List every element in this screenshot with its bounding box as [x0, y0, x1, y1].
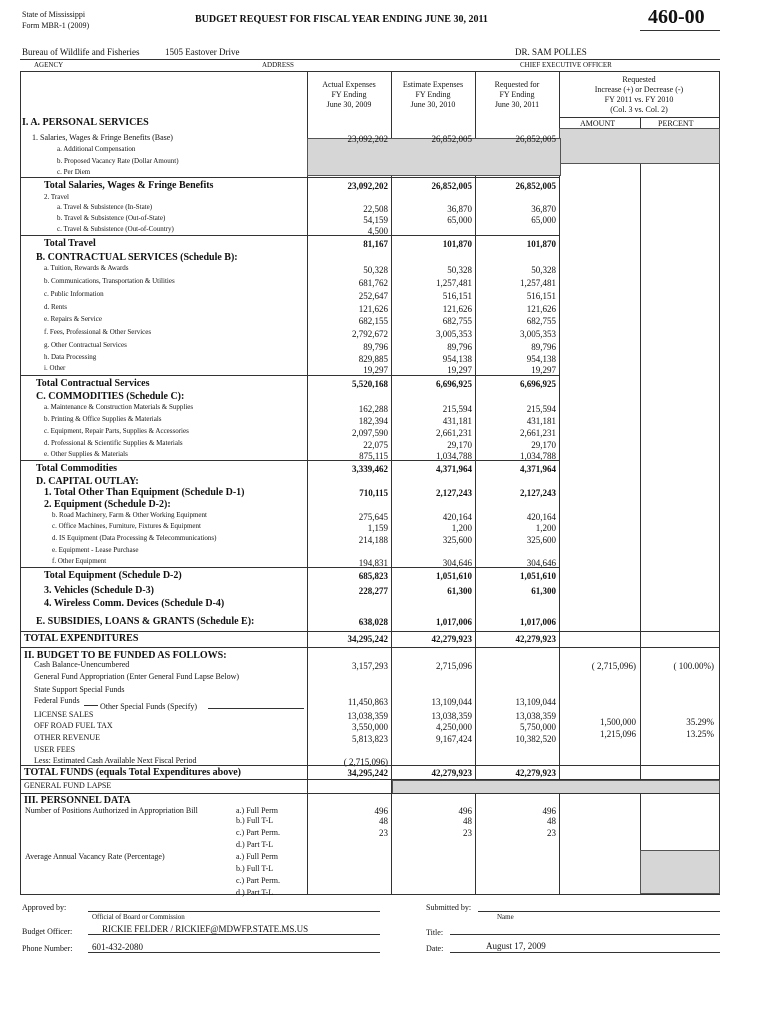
fuel-tax-amount: 1,500,000: [600, 717, 636, 727]
tuition-label: a. Tuition, Rewards & Awards: [44, 264, 129, 272]
total-exp-col1-value: 34,295,242: [347, 634, 388, 644]
tuition-col2-value: 50,328: [447, 265, 472, 275]
amount-header: AMOUNT: [580, 119, 616, 128]
less-est-label: Less: Estimated Cash Available Next Fiscal Period: [34, 756, 197, 765]
percent-header: PERCENT: [658, 119, 694, 128]
federal-col2-value: 13,109,044: [431, 697, 472, 707]
personnel-full-perm-col1: 496: [374, 806, 388, 816]
comms-col1-value: 681,762: [358, 278, 388, 288]
cash-bal-amount: ( 2,715,096): [591, 661, 636, 671]
other-rev-col1-value: 5,813,823: [352, 734, 388, 744]
personnel-sub-label: b.) Full T-L: [236, 864, 274, 873]
fuel-tax-percent: 35.29%: [686, 717, 714, 727]
fees-col1-value: 2,792,672: [352, 329, 388, 339]
approved-by-label: Approved by:: [22, 903, 67, 912]
other-equipment-col3-value: 304,646: [526, 558, 556, 568]
data-proc-col3-value: 954,138: [526, 354, 556, 364]
maint-col2-value: 215,594: [442, 404, 472, 414]
shaded-block: [559, 128, 720, 164]
total-equip-col1-value: 685,823: [358, 571, 388, 581]
is-equip-col1-value: 214,188: [358, 535, 388, 545]
other-supplies-col3-value: 1,034,788: [520, 451, 556, 461]
total-contract-col1-value: 5,520,168: [352, 379, 388, 389]
office-mach-label: c. Office Machines, Furniture, Fixtures & Equipment: [52, 522, 201, 530]
professional-label: d. Professional & Scientific Supplies & Materials: [44, 439, 183, 447]
total-contract-col2-value: 6,696,925: [436, 379, 472, 389]
other-equip-col1-value: 710,115: [359, 488, 388, 498]
travel-country-col1-value: 4,500: [367, 226, 388, 236]
other-equipment-label: f. Other Equipment: [52, 557, 107, 565]
data-proc-col2-value: 954,138: [442, 354, 472, 364]
user-fees-label: USER FEES: [34, 745, 76, 754]
fuel-tax-label: OFF ROAD FUEL TAX: [34, 721, 113, 730]
cash-bal-col1-value: 3,157,293: [352, 661, 388, 671]
shaded-block: [392, 780, 720, 794]
repairs-col3-value: 682,755: [526, 316, 556, 326]
printing-col1-value: 182,394: [358, 416, 388, 426]
printing-col3-value: 431,181: [526, 416, 556, 426]
travel-country-label: c. Travel & Subsistence (Out-of-Country): [57, 225, 174, 233]
office-mach-col1-value: 1,159: [367, 523, 388, 533]
fuel-tax-col1-value: 3,550,000: [352, 722, 388, 732]
other-rev-col3-value: 10,382,520: [515, 734, 556, 744]
total-comm-col3-value: 4,371,964: [520, 464, 556, 474]
subsidies-label: E. SUBSIDIES, LOANS & GRANTS (Schedule E):: [36, 616, 255, 627]
page-title: BUDGET REQUEST FOR FISCAL YEAR ENDING JUNE 30, 2011: [195, 14, 488, 25]
phone-value: 601-432-2080: [92, 942, 143, 952]
total-contract-label: Total Contractual Services: [36, 378, 150, 389]
agency-label: AGENCY: [34, 61, 64, 69]
wireless-label: 4. Wireless Comm. Devices (Schedule D-4): [44, 598, 225, 609]
license-col2-value: 13,038,359: [431, 711, 472, 721]
travel-in-col1-value: 22,508: [363, 204, 388, 214]
personnel-sub-label: b.) Full T-L: [236, 816, 274, 825]
other-rev-col2-value: 9,167,424: [436, 734, 472, 744]
officer-name: DR. SAM POLLES: [515, 47, 587, 57]
equip-repair-col3-value: 2,661,231: [520, 428, 556, 438]
travel-out-label: b. Travel & Subsistence (Out-of-State): [57, 214, 166, 222]
total-travel-label: Total Travel: [44, 238, 96, 249]
other-equip-col3-value: 2,127,243: [520, 488, 556, 498]
personnel-sub-label: c.) Part Perm.: [236, 828, 280, 837]
public-info-label: c. Public Information: [44, 290, 104, 298]
col-actual-header: Actual Expenses FY Ending June 30, 2009: [322, 80, 376, 109]
vehicles-label: 3. Vehicles (Schedule D-3): [44, 585, 154, 596]
salaries-col1-value: 23,092,202: [347, 134, 388, 144]
comms-col3-value: 1,257,481: [520, 278, 556, 288]
federal-col3-value: 13,109,044: [515, 697, 556, 707]
federal-label: Federal Funds: [34, 696, 80, 705]
state-name: State of Mississippi: [22, 10, 86, 19]
other-equipment-col1-value: 194,831: [358, 558, 388, 568]
personnel-full-perm-col2: 496: [458, 806, 472, 816]
other-equip-label: 1. Total Other Than Equipment (Schedule D-1): [44, 487, 245, 498]
road-mach-col3-value: 420,164: [526, 512, 556, 522]
travel-in-col3-value: 36,870: [531, 204, 556, 214]
budget-officer-value: RICKIE FELDER / RICKIEF@MDWFP.STATE.MS.US: [102, 924, 309, 934]
section-budget-funded: II. BUDGET TO BE FUNDED AS FOLLOWS:: [24, 650, 227, 661]
addl-comp-label: a. Additional Compensation: [57, 145, 136, 153]
total-contract-col3-value: 6,696,925: [520, 379, 556, 389]
total-sal-col2-value: 26,852,005: [431, 181, 472, 191]
state-support-label: State Support Special Funds: [34, 685, 125, 694]
professional-col1-value: 22,075: [363, 440, 388, 450]
total-comm-col2-value: 4,371,964: [436, 464, 472, 474]
other-special-funds-label: Other Special Funds (Specify): [100, 702, 198, 711]
rents-label: d. Rents: [44, 303, 67, 311]
date-label: Date:: [426, 944, 444, 953]
less-est-col1-value: ( 2,715,096): [343, 757, 388, 767]
license-col3-value: 13,038,359: [515, 711, 556, 721]
travel-label: 2. Travel: [44, 193, 69, 201]
salaries-col2-value: 26,852,005: [431, 134, 472, 144]
agency-address: 1505 Eastover Drive: [165, 47, 240, 57]
personnel-full-tl-col2: 48: [463, 816, 472, 826]
road-mach-col1-value: 275,645: [358, 512, 388, 522]
other-equipment-col2-value: 304,646: [442, 558, 472, 568]
equip-repair-col1-value: 2,097,590: [352, 428, 388, 438]
vehicles-col3-value: 61,300: [531, 586, 556, 596]
personnel-part-perm-col2: 23: [463, 828, 472, 838]
officer-label: CHIEF EXECUTIVE OFFICER: [520, 61, 612, 69]
other-supplies-col2-value: 1,034,788: [436, 451, 472, 461]
address-label: ADDRESS: [262, 61, 294, 69]
personnel-sub-label: a.) Full Perm: [236, 852, 278, 861]
travel-in-col2-value: 36,870: [447, 204, 472, 214]
maint-col1-value: 162,288: [358, 404, 388, 414]
other-equip-col2-value: 2,127,243: [436, 488, 472, 498]
equip-repair-label: c. Equipment, Repair Parts, Supplies & Accessories: [44, 427, 189, 435]
total-comm-col1-value: 3,339,462: [352, 464, 388, 474]
public-info-col2-value: 516,151: [442, 291, 472, 301]
is-equip-col2-value: 325,600: [442, 535, 472, 545]
title-label: Title:: [426, 928, 444, 937]
vacancy-rate-label: Average Annual Vacancy Rate (Percentage): [25, 852, 165, 861]
gf-approp-label: General Fund Appropriation (Enter General Fund Lapse Below): [34, 672, 240, 681]
office-mach-col2-value: 1,200: [451, 523, 472, 533]
equip-repair-col2-value: 2,661,231: [436, 428, 472, 438]
other-contract-col3-value: 89,796: [531, 342, 556, 352]
is-equip-col3-value: 325,600: [526, 535, 556, 545]
total-funds-col3-value: 42,279,923: [515, 768, 556, 778]
fees-label: f. Fees, Professional & Other Services: [44, 328, 152, 336]
other-i-col3-value: 19,297: [531, 365, 556, 375]
budget-officer-label: Budget Officer:: [22, 927, 73, 936]
repairs-col1-value: 682,155: [358, 316, 388, 326]
subsidies-col3-value: 1,017,006: [520, 617, 556, 627]
repairs-col2-value: 682,755: [442, 316, 472, 326]
federal-col1-value: 11,450,863: [347, 697, 388, 707]
personnel-sub-label: d.) Part T-L: [236, 888, 274, 897]
total-travel-col1-value: 81,167: [363, 239, 388, 249]
rents-col1-value: 121,626: [358, 304, 388, 314]
salaries-label: 1. Salaries, Wages & Fringe Benefits (Base): [32, 133, 173, 142]
other-contract-label: g. Other Contractual Services: [44, 341, 127, 349]
subsidies-col1-value: 638,028: [358, 617, 388, 627]
other-i-label: i. Other: [44, 364, 66, 372]
professional-col2-value: 29,170: [447, 440, 472, 450]
total-funds-label: TOTAL FUNDS (equals Total Expenditures above): [24, 767, 241, 778]
other-i-col1-value: 19,297: [363, 365, 388, 375]
section-personal-services: I. A. PERSONAL SERVICES: [22, 117, 149, 128]
printing-col2-value: 431,181: [442, 416, 472, 426]
positions-label: Number of Positions Authorized in Appropriation Bill: [25, 806, 198, 815]
col-estimate-header: Estimate Expenses FY Ending June 30, 2010: [402, 80, 464, 109]
official-label: Official of Board or Commission: [92, 913, 185, 921]
license-label: LICENSE SALES: [34, 710, 94, 719]
total-equip-label: Total Equipment (Schedule D-2): [44, 570, 182, 581]
travel-out-col3-value: 65,000: [531, 215, 556, 225]
personnel-sub-label: d.) Part T-L: [236, 840, 274, 849]
agency-name: Bureau of Wildlife and Fisheries: [22, 47, 140, 57]
cash-bal-col2-value: 2,715,096: [436, 661, 472, 671]
total-equip-col2-value: 1,051,610: [436, 571, 472, 581]
section-contractual-services: B. CONTRACTUAL SERVICES (Schedule B):: [36, 252, 238, 263]
rents-col3-value: 121,626: [526, 304, 556, 314]
equipment-label: 2. Equipment (Schedule D-2):: [44, 499, 171, 510]
personnel-part-perm-col1: 23: [379, 828, 388, 838]
total-exp-col3-value: 42,279,923: [515, 634, 556, 644]
rents-col2-value: 121,626: [442, 304, 472, 314]
salaries-col3-value: 26,852,005: [515, 134, 556, 144]
travel-out-col2-value: 65,000: [447, 215, 472, 225]
col-requested-header: Requested for FY Ending June 30, 2011: [494, 80, 540, 109]
road-mach-label: b. Road Machinery, Farm & Other Working Equipment: [52, 511, 207, 519]
other-i-col2-value: 19,297: [447, 365, 472, 375]
form-number: 460-00: [648, 6, 705, 28]
section-commodities: C. COMMODITIES (Schedule C):: [36, 391, 185, 402]
repairs-label: e. Repairs & Service: [44, 315, 102, 323]
other-contract-col2-value: 89,796: [447, 342, 472, 352]
other-rev-amount: 1,215,096: [600, 729, 636, 739]
other-rev-label: OTHER REVENUE: [34, 733, 100, 742]
tuition-col1-value: 50,328: [363, 265, 388, 275]
comms-label: b. Communications, Transportation & Utilities: [44, 277, 175, 285]
lease-label: e. Equipment - Lease Purchase: [52, 546, 139, 554]
total-travel-col3-value: 101,870: [526, 239, 556, 249]
road-mach-col2-value: 420,164: [442, 512, 472, 522]
maint-col3-value: 215,594: [526, 404, 556, 414]
shaded-block: [640, 850, 720, 894]
total-funds-col2-value: 42,279,923: [431, 768, 472, 778]
personnel-sub-label: c.) Part Perm.: [236, 876, 280, 885]
other-contract-col1-value: 89,796: [363, 342, 388, 352]
section-personnel: III. PERSONNEL DATA: [24, 795, 131, 806]
submitted-by-label: Submitted by:: [426, 903, 472, 912]
data-proc-col1-value: 829,885: [358, 354, 388, 364]
name-label: Name: [497, 913, 514, 921]
fuel-tax-col3-value: 5,750,000: [520, 722, 556, 732]
professional-col3-value: 29,170: [531, 440, 556, 450]
total-exp-label: TOTAL EXPENDITURES: [24, 633, 139, 644]
total-funds-col1-value: 34,295,242: [347, 768, 388, 778]
fees-col3-value: 3,005,353: [520, 329, 556, 339]
gf-lapse-label: GENERAL FUND LAPSE: [24, 781, 112, 790]
data-proc-label: h. Data Processing: [44, 353, 97, 361]
col-change-header: Requested Increase (+) or Decrease (-) FY 2011 vs. FY 2010 (Col. 3 vs. Col. 2): [594, 75, 684, 114]
fees-col2-value: 3,005,353: [436, 329, 472, 339]
per-diem-label: c. Per Diem: [57, 168, 91, 176]
personnel-part-perm-col3: 23: [547, 828, 556, 838]
subsidies-col2-value: 1,017,006: [436, 617, 472, 627]
other-supplies-col1-value: 875,115: [359, 451, 388, 461]
travel-out-col1-value: 54,159: [363, 215, 388, 225]
vehicles-col2-value: 61,300: [447, 586, 472, 596]
total-equip-col3-value: 1,051,610: [520, 571, 556, 581]
office-mach-col3-value: 1,200: [535, 523, 556, 533]
total-sal-col3-value: 26,852,005: [515, 181, 556, 191]
cash-bal-label: Cash Balance-Unencumbered: [34, 660, 130, 669]
printing-label: b. Printing & Office Supplies & Materials: [44, 415, 162, 423]
personnel-sub-label: a.) Full Perm: [236, 806, 278, 815]
date-value: August 17, 2009: [486, 941, 546, 951]
personnel-full-tl-col3: 48: [547, 816, 556, 826]
personnel-full-tl-col1: 48: [379, 816, 388, 826]
personnel-full-perm-col3: 496: [542, 806, 556, 816]
other-rev-percent: 13.25%: [686, 729, 714, 739]
vehicles-col1-value: 228,277: [358, 586, 388, 596]
phone-label: Phone Number:: [22, 944, 73, 953]
total-comm-label: Total Commodities: [36, 463, 118, 474]
is-equip-label: d. IS Equipment (Data Processing & Telecommunications): [52, 534, 217, 542]
public-info-col1-value: 252,647: [358, 291, 388, 301]
total-sal-label: Total Salaries, Wages & Fringe Benefits: [44, 180, 214, 191]
vacancy-label: b. Proposed Vacancy Rate (Dollar Amount): [57, 157, 179, 165]
total-exp-col2-value: 42,279,923: [431, 634, 472, 644]
form-id: Form MBR-1 (2009): [22, 21, 90, 30]
other-supplies-label: e. Other Supplies & Materials: [44, 450, 128, 458]
total-travel-col2-value: 101,870: [442, 239, 472, 249]
total-sal-col1-value: 23,092,202: [347, 181, 388, 191]
fuel-tax-col2-value: 4,250,000: [436, 722, 472, 732]
license-col1-value: 13,038,359: [347, 711, 388, 721]
cash-bal-percent: ( 100.00%): [673, 661, 714, 671]
maint-label: a. Maintenance & Construction Materials & Supplies: [44, 403, 194, 411]
travel-in-label: a. Travel & Subsistence (In-State): [57, 203, 153, 211]
section-capital-outlay: D. CAPITAL OUTLAY:: [36, 476, 139, 487]
public-info-col3-value: 516,151: [526, 291, 556, 301]
tuition-col3-value: 50,328: [531, 265, 556, 275]
comms-col2-value: 1,257,481: [436, 278, 472, 288]
